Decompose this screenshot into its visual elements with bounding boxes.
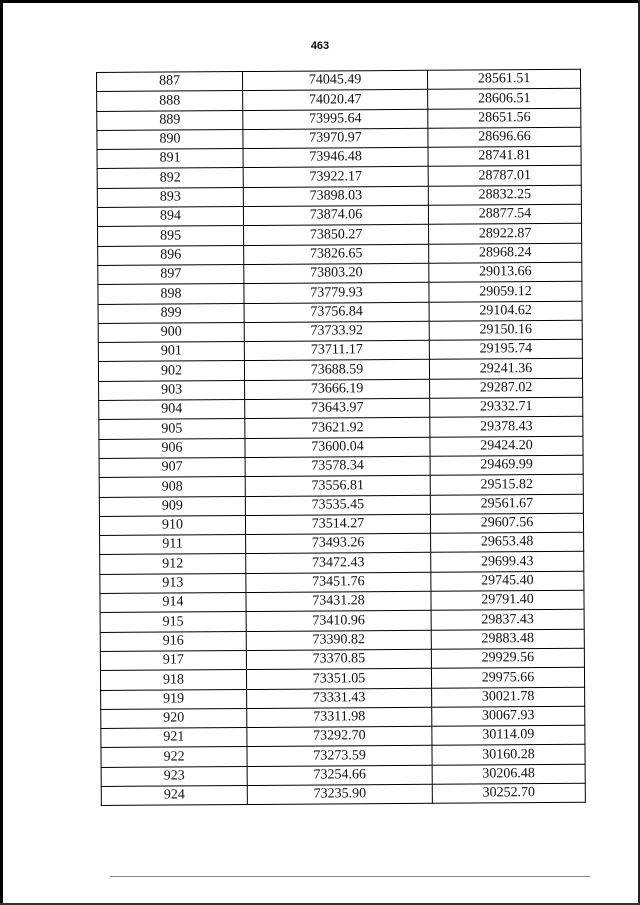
value-b-cell: 29469.99 — [430, 455, 583, 475]
table-row — [100, 610, 584, 633]
table-row — [98, 301, 582, 324]
value-b-cell: 28968.24 — [429, 243, 582, 263]
value-a-cell: 73311.98 — [247, 707, 432, 728]
value-b-cell: 29150.16 — [429, 320, 582, 340]
value-a-cell: 73756.84 — [244, 302, 429, 323]
table-row — [101, 725, 585, 748]
table-row — [100, 590, 584, 613]
data-table-container — [96, 69, 585, 806]
table-row — [100, 667, 584, 690]
row-index-cell: 918 — [100, 670, 246, 690]
page-number: 463 — [310, 40, 330, 52]
value-a-cell: 73898.03 — [243, 186, 428, 207]
row-index-cell: 903 — [99, 380, 245, 400]
value-b-cell: 29791.40 — [431, 590, 584, 610]
value-a-cell: 73803.20 — [244, 263, 429, 284]
value-b-cell: 29104.62 — [429, 301, 582, 321]
row-index-cell: 915 — [100, 612, 246, 632]
row-index-cell: 911 — [100, 535, 246, 555]
value-b-cell: 29424.20 — [430, 436, 583, 456]
value-b-cell: 30067.93 — [432, 706, 585, 726]
row-index-cell: 902 — [98, 361, 244, 381]
row-index-cell: 920 — [101, 708, 247, 728]
table-row — [101, 783, 585, 806]
value-a-cell: 73874.06 — [243, 205, 428, 226]
value-a-cell: 73621.92 — [245, 418, 430, 439]
value-b-cell: 29515.82 — [430, 475, 583, 495]
row-index-cell: 893 — [97, 187, 243, 207]
table-row — [98, 339, 582, 362]
value-a-cell: 73578.34 — [245, 456, 430, 477]
value-b-cell: 29561.67 — [430, 494, 583, 514]
value-b-cell: 28741.81 — [428, 146, 581, 166]
value-b-cell: 30206.48 — [432, 764, 585, 784]
value-a-cell: 74045.49 — [243, 70, 428, 91]
value-a-cell: 73643.97 — [245, 398, 430, 419]
table-row — [99, 397, 583, 420]
row-index-cell: 910 — [99, 515, 245, 535]
table-row — [100, 629, 584, 652]
value-a-cell: 73493.26 — [246, 533, 431, 554]
value-a-cell: 73733.92 — [244, 321, 429, 342]
value-a-cell: 73535.45 — [245, 495, 430, 516]
row-index-cell: 905 — [99, 419, 245, 439]
scan-border-left — [0, 0, 3, 905]
row-index-cell: 887 — [97, 72, 243, 92]
value-b-cell: 30252.70 — [432, 783, 585, 803]
value-a-cell: 73331.43 — [247, 688, 432, 709]
value-b-cell: 29241.36 — [429, 359, 582, 379]
table-row — [99, 494, 583, 517]
table-row — [98, 320, 582, 343]
value-a-cell: 73472.43 — [246, 553, 431, 574]
table-row — [97, 146, 581, 169]
value-a-cell: 73666.19 — [245, 379, 430, 400]
table-row — [99, 417, 583, 440]
table-row — [100, 571, 584, 594]
table-row — [100, 648, 584, 671]
value-a-cell: 73556.81 — [245, 476, 430, 497]
row-index-cell: 901 — [98, 342, 244, 362]
value-b-cell: 29059.12 — [429, 282, 582, 302]
table-row — [100, 532, 584, 555]
table-row — [97, 89, 581, 112]
table-row — [97, 204, 581, 227]
value-a-cell: 73370.85 — [246, 649, 431, 670]
value-a-cell: 73431.28 — [246, 591, 431, 612]
value-a-cell: 73600.04 — [245, 437, 430, 458]
row-index-cell: 916 — [100, 631, 246, 651]
row-index-cell: 899 — [98, 303, 244, 323]
value-a-cell: 73970.97 — [243, 128, 428, 149]
row-index-cell: 909 — [99, 496, 245, 516]
value-a-cell: 73946.48 — [243, 147, 428, 168]
value-b-cell: 28606.51 — [428, 89, 581, 109]
value-a-cell: 73410.96 — [246, 611, 431, 632]
row-index-cell: 892 — [97, 168, 243, 188]
row-index-cell: 900 — [98, 322, 244, 342]
value-b-cell: 30160.28 — [432, 745, 585, 765]
value-b-cell: 28696.66 — [428, 127, 581, 147]
value-b-cell: 29929.56 — [431, 648, 584, 668]
row-index-cell: 912 — [100, 554, 246, 574]
row-index-cell: 891 — [97, 149, 243, 169]
row-index-cell: 894 — [97, 207, 243, 227]
table-row — [101, 687, 585, 710]
value-b-cell: 30114.09 — [432, 725, 585, 745]
value-a-cell: 73451.76 — [246, 572, 431, 593]
table-row — [99, 455, 583, 478]
data-table-body — [97, 69, 586, 805]
value-b-cell: 28832.25 — [428, 185, 581, 205]
row-index-cell: 914 — [100, 593, 246, 613]
table-row — [98, 243, 582, 266]
value-a-cell: 73995.64 — [243, 109, 428, 130]
value-b-cell: 28787.01 — [428, 166, 581, 186]
value-b-cell: 28651.56 — [428, 108, 581, 128]
value-b-cell: 29699.43 — [431, 552, 584, 572]
row-index-cell: 896 — [98, 245, 244, 265]
row-index-cell: 908 — [99, 477, 245, 497]
table-row — [101, 706, 585, 729]
value-b-cell: 29013.66 — [429, 262, 582, 282]
row-index-cell: 904 — [99, 400, 245, 420]
row-index-cell: 921 — [101, 728, 247, 748]
row-index-cell: 889 — [97, 110, 243, 130]
row-index-cell: 913 — [100, 573, 246, 593]
row-index-cell: 888 — [97, 91, 243, 111]
value-a-cell: 73850.27 — [244, 225, 429, 246]
row-index-cell: 922 — [101, 747, 247, 767]
table-row — [97, 166, 581, 189]
table-row — [97, 69, 581, 92]
value-a-cell: 73390.82 — [246, 630, 431, 651]
value-b-cell: 28877.54 — [428, 204, 581, 224]
value-b-cell: 29653.48 — [431, 532, 584, 552]
table-row — [97, 127, 581, 150]
value-b-cell: 29378.43 — [430, 417, 583, 437]
value-b-cell: 29332.71 — [430, 397, 583, 417]
value-a-cell: 74020.47 — [243, 90, 428, 111]
value-a-cell: 73826.65 — [244, 244, 429, 265]
value-a-cell: 73688.59 — [244, 360, 429, 381]
value-b-cell: 29975.66 — [431, 667, 584, 687]
value-a-cell: 73292.70 — [247, 726, 432, 747]
value-b-cell: 29287.02 — [430, 378, 583, 398]
value-b-cell: 29195.74 — [429, 339, 582, 359]
table-row — [98, 224, 582, 247]
row-index-cell: 919 — [101, 689, 247, 709]
value-b-cell: 29837.43 — [431, 610, 584, 630]
value-b-cell: 28561.51 — [427, 69, 580, 89]
value-a-cell: 73254.66 — [247, 765, 432, 786]
scan-artifact-line — [110, 876, 590, 877]
scan-border-top — [0, 0, 640, 3]
value-b-cell: 29883.48 — [431, 629, 584, 649]
table-row — [99, 513, 583, 536]
row-index-cell: 898 — [98, 284, 244, 304]
row-index-cell: 924 — [101, 785, 247, 805]
row-index-cell: 907 — [99, 457, 245, 477]
value-a-cell: 73514.27 — [245, 514, 430, 535]
table-row — [101, 764, 585, 787]
data-table — [96, 69, 586, 806]
row-index-cell: 897 — [98, 264, 244, 284]
row-index-cell: 890 — [97, 129, 243, 149]
table-row — [98, 359, 582, 382]
table-row — [99, 378, 583, 401]
table-row — [98, 282, 582, 305]
value-a-cell: 73779.93 — [244, 283, 429, 304]
value-b-cell: 30021.78 — [432, 687, 585, 707]
value-a-cell: 73711.17 — [244, 340, 429, 361]
row-index-cell: 906 — [99, 438, 245, 458]
table-row — [99, 475, 583, 498]
table-row — [99, 436, 583, 459]
value-b-cell: 29607.56 — [430, 513, 583, 533]
value-a-cell: 73922.17 — [243, 167, 428, 188]
row-index-cell: 917 — [100, 650, 246, 670]
value-a-cell: 73273.59 — [247, 746, 432, 767]
table-row — [101, 745, 585, 768]
row-index-cell: 895 — [98, 226, 244, 246]
row-index-cell: 923 — [101, 766, 247, 786]
value-a-cell: 73235.90 — [247, 784, 432, 805]
table-row — [100, 552, 584, 575]
value-a-cell: 73351.05 — [246, 668, 431, 689]
table-row — [98, 262, 582, 285]
value-b-cell: 29745.40 — [431, 571, 584, 591]
table-row — [97, 185, 581, 208]
value-b-cell: 28922.87 — [429, 224, 582, 244]
table-row — [97, 108, 581, 131]
